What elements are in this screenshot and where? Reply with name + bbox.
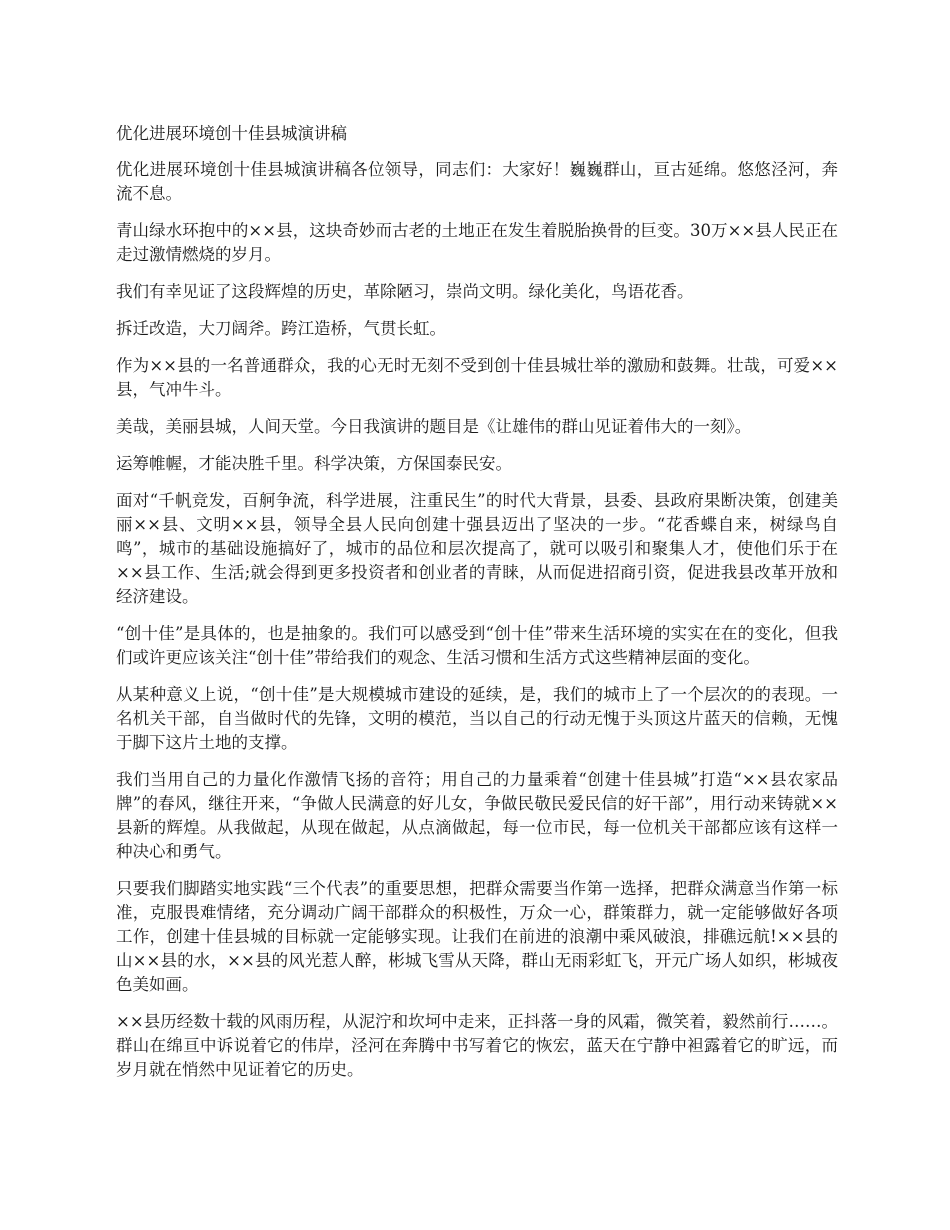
paragraph-1: 优化进展环境创十佳县城演讲稿各位领导，同志们：大家好！巍巍群山，亘古延绵。悠悠泾河，奔流不息。 <box>116 160 838 203</box>
paragraph-12: 只要我们脚踏实地实践“三个代表”的重要思想，把群众需要当作第一选择，把群众满意当作第一标准，克服畏难情绪，充分调动广阔干部群众的积极性，万众一心，群策群力，就一定能够做好各项工作，创建十佳县城的目标就一定能够实现。让我们在前进的浪潮中乘风破浪，排礁远航!××县的山××县的水，××县的风光惹人醉，彬城飞雪从天降，群山无雨彩虹飞，开元广场人如织，彬城夜色美如画。 <box>116 879 838 994</box>
document-page <box>116 122 838 1095</box>
document-title: 优化进展环境创十佳县城演讲稿 <box>116 124 347 143</box>
paragraph-5: 作为××县的一名普通群众，我的心无时无刻不受到创十佳县城壮举的激励和鼓舞。壮哉，可爱××县，气冲牛斗。 <box>116 356 838 399</box>
paragraph-4: 拆迁改造，大刀阔斧。跨江造桥，气贯长虹。 <box>116 319 446 338</box>
paragraph-6: 美哉，美丽县城，人间天堂。今日我演讲的题目是《让雄伟的群山见证着伟大的一刻》。 <box>116 417 752 436</box>
paragraph-3: 我们有幸见证了这段辉煌的历史，革除陋习，崇尚文明。绿化美化，鸟语花香。 <box>116 282 694 301</box>
paragraph-8: 面对“千帆竞发，百舸争流，科学进展，注重民生”的时代大背景，县委、县政府果断决策，创建美丽××县、文明××县，领导全县人民向创建十强县迈出了坚决的一步。“花香蝶自来，树绿鸟自鸣”，城市的基础设施搞好了，城市的品位和层次提高了，就可以吸引和聚集人才，使他们乐于在××县工作、生活;就会得到更多投资者和创业者的青睐，从而促进招商引资，促进我县改革开放和经济建设。 <box>116 491 838 606</box>
paragraph-2: 青山绿水环抱中的××县，这块奇妙而古老的土地正在发生着脱胎换骨的巨变。30万××县人民正在走过激情燃烧的岁月。 <box>116 221 838 264</box>
paragraph-10: 从某种意义上说，“创十佳”是大规模城市建设的延续，是，我们的城市上了一个层次的的表现。一名机关干部，自当做时代的先锋，文明的模范，当以自己的行动无愧于头顶这片蓝天的信赖，无愧于脚下这片土地的支撑。 <box>116 685 838 752</box>
paragraph-13: ××县历经数十载的风雨历程，从泥泞和坎坷中走来，正抖落一身的风霜，微笑着，毅然前行……。群山在绵亘中诉说着它的伟岸，泾河在奔腾中书写着它的恢宏，蓝天在宁静中袒露着它的旷远，而岁月就在悄然中见证着它的历史。 <box>116 1012 838 1079</box>
paragraph-9: “创十佳”是具体的，也是抽象的。我们可以感受到“创十佳”带来生活环境的实实在在的变化，但我们或许更应该关注“创十佳”带给我们的观念、生活习惯和生活方式这些精神层面的变化。 <box>116 624 838 667</box>
paragraph-11: 我们当用自己的力量化作激情飞扬的音符；用自己的力量乘着“创建十佳县城”打造“××县农家品牌”的春风，继往开来，“争做人民满意的好儿女，争做民敬民爱民信的好干部”，用行动来铸就××县新的辉煌。从我做起，从现在做起，从点滴做起，每一位市民，每一位机关干部都应该有这样一种决心和勇气。 <box>116 770 838 861</box>
paragraph-7: 运筹帷幄，才能决胜千里。科学决策，方保国泰民安。 <box>116 454 512 473</box>
